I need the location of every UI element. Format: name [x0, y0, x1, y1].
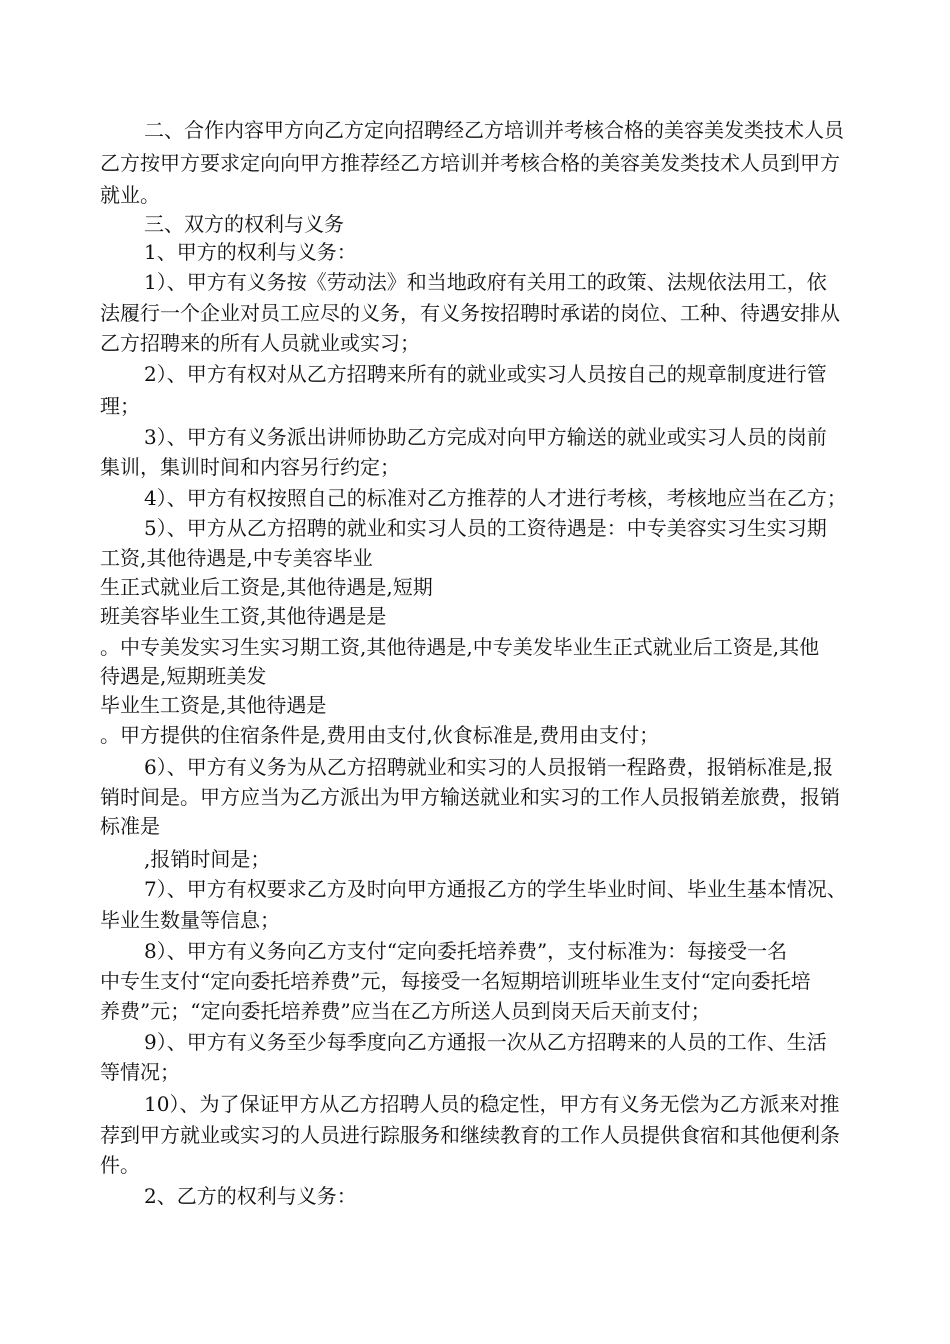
section-heading: 三、双方的权利与义务	[144, 212, 344, 236]
paragraph-line: 集训，集训时间和内容另行约定；	[100, 455, 400, 479]
paragraph-line: 就业。	[100, 183, 160, 207]
paragraph-line: 养费”元；“定向委托培养费”应当在乙方所送人员到岗天后天前支付；	[100, 999, 711, 1023]
subsection-heading: 1、甲方的权利与义务：	[144, 240, 357, 264]
paragraph-line: 。甲方提供的住宿条件是,费用由支付,伙食标准是,费用由支付；	[100, 723, 660, 747]
paragraph-line: 理；	[100, 394, 140, 418]
paragraph-line: 生正式就业后工资是,其他待遇是,短期	[100, 575, 433, 599]
paragraph-line: 10）、为了保证甲方从乙方招聘人员的稳定性，甲方有义务无偿为乙方派来对推	[144, 1092, 840, 1116]
paragraph-line: 中专生支付“定向委托培养费”元，每接受一名短期培训班毕业生支付“定向委托培	[100, 969, 811, 993]
paragraph-line: 等情况；	[100, 1060, 180, 1084]
paragraph-line: 乙方招聘来的所有人员就业或实习；	[100, 331, 420, 355]
paragraph-line: 毕业生工资是,其他待遇是	[100, 693, 327, 717]
paragraph-line: 待遇是,短期班美发	[100, 664, 267, 688]
paragraph-line: 工资,其他待遇是,中专美容毕业	[100, 546, 373, 570]
paragraph-line: 5）、甲方从乙方招聘的就业和实习人员的工资待遇是：中专美容实习生实习期	[144, 516, 827, 540]
paragraph-line: 毕业生数量等信息；	[100, 908, 280, 932]
paragraph-line: 件。	[100, 1153, 140, 1177]
subsection-heading: 2、乙方的权利与义务：	[144, 1184, 357, 1208]
paragraph-line: 4）、甲方有权按照自己的标准对乙方推荐的人才进行考核，考核地应当在乙方；	[144, 486, 847, 510]
paragraph-line: 3）、甲方有义务派出讲师协助乙方完成对向甲方输送的就业或实习人员的岗前	[144, 425, 827, 449]
paragraph-line: 2）、甲方有权对从乙方招聘来所有的就业或实习人员按自己的规章制度进行管	[144, 362, 827, 386]
paragraph-line: 二、合作内容甲方向乙方定向招聘经乙方培训并考核合格的美容美发类技术人员	[144, 118, 844, 142]
paragraph-line: 7）、甲方有权要求乙方及时向甲方通报乙方的学生毕业时间、毕业生基本情况、	[144, 877, 847, 901]
paragraph-line: 法履行一个企业对员工应尽的义务，有义务按招聘时承诺的岗位、工种、待遇安排从	[100, 301, 840, 325]
paragraph-line: 。中专美发实习生实习期工资,其他待遇是,中专美发毕业生正式就业后工资是,其他	[100, 635, 820, 659]
paragraph-line: ,报销时间是；	[144, 847, 271, 871]
paragraph-line: 6）、甲方有义务为从乙方招聘就业和实习的人员报销一程路费，报销标准是,报	[144, 755, 834, 779]
paragraph-line: 销时间是。甲方应当为乙方派出为甲方输送就业和实习的工作人员报销差旅费，报销	[100, 785, 840, 809]
paragraph-line: 荐到甲方就业或实习的人员进行踪服务和继续教育的工作人员提供食宿和其他便利条	[100, 1123, 840, 1147]
paragraph-line: 标准是	[100, 814, 160, 838]
paragraph-line: 8）、甲方有义务向乙方支付“定向委托培养费”，支付标准为：每接受一名	[144, 939, 788, 963]
paragraph-line: 班美容毕业生工资,其他待遇是是	[100, 604, 387, 628]
paragraph-line: 1）、甲方有义务按《劳动法》和当地政府有关用工的政策、法规依法用工，依	[144, 270, 827, 294]
paragraph-line: 9）、甲方有义务至少每季度向乙方通报一次从乙方招聘来的人员的工作、生活	[144, 1030, 827, 1054]
paragraph-line: 乙方按甲方要求定向向甲方推荐经乙方培训并考核合格的美容美发类技术人员到甲方	[100, 151, 840, 175]
